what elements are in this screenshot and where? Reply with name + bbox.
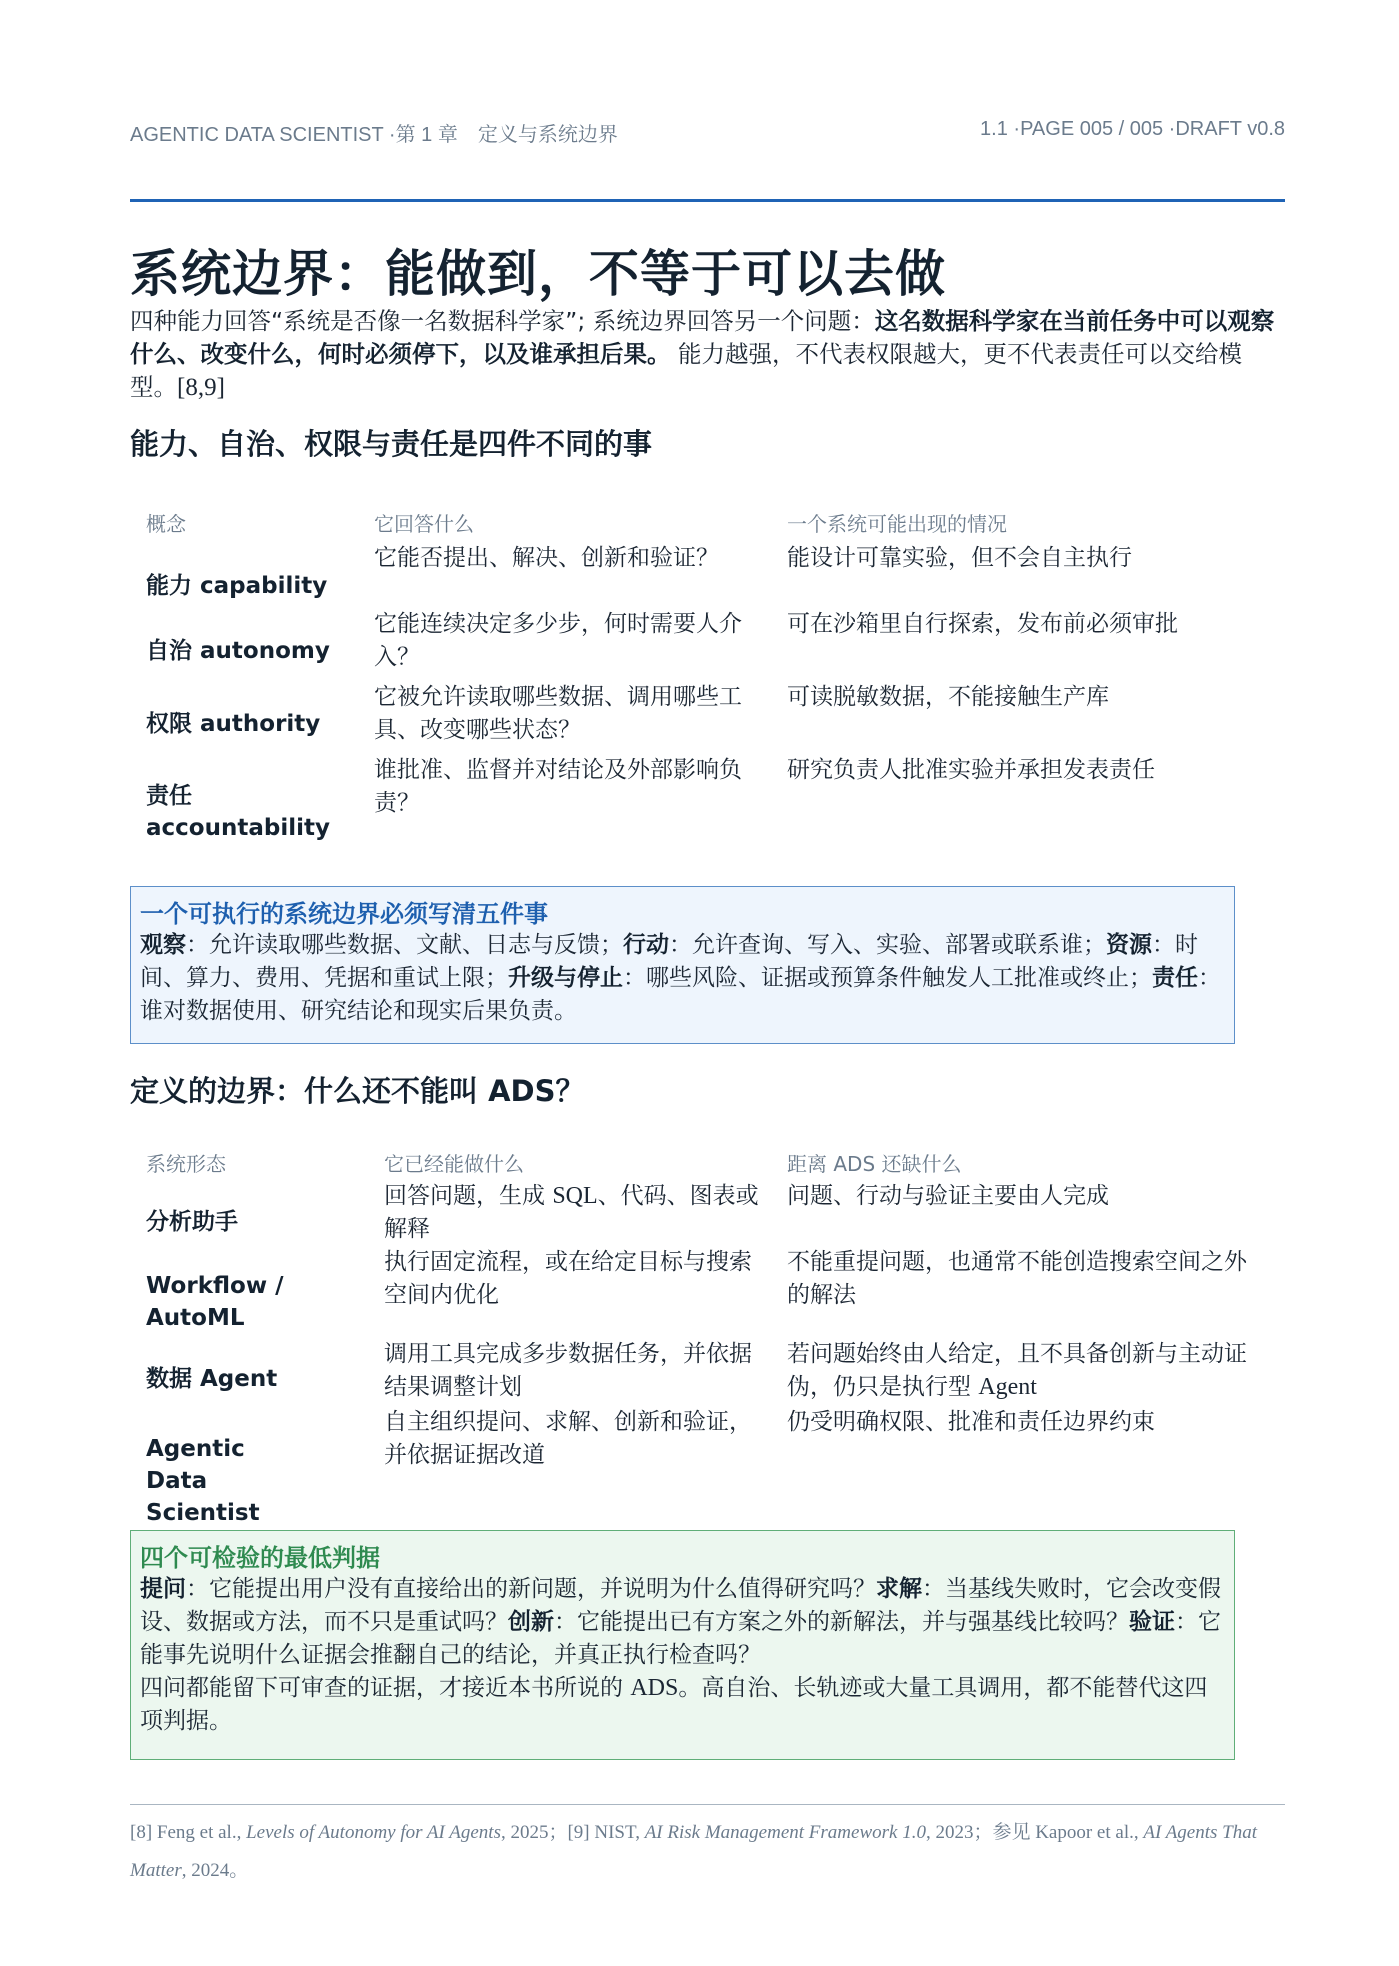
table-cell-can: 回答问题，生成 SQL、代码、图表或解释: [384, 1183, 759, 1242]
header-divider: [130, 199, 1285, 202]
table-header: 一个系统可能出现的情况: [787, 512, 1007, 536]
table-cell-missing: 问题、行动与验证主要由人完成: [787, 1183, 1109, 1209]
footnote-text: , 2025；[9] NIST,: [500, 1822, 645, 1843]
table-cell-form: 分析助手: [146, 1209, 238, 1235]
table-cell-form: Agentic Data Scientist: [146, 1436, 260, 1526]
table-cell-question: 它被允许读取哪些数据、调用哪些工具、改变哪些状态？: [374, 684, 742, 743]
table-header: 概念: [146, 512, 186, 536]
intro-text-1: 四种能力回答“系统是否像一名数据科学家”; 系统边界回答另一个问题：: [130, 307, 875, 335]
table-cell-example: 研究负责人批准实验并承担发表责任: [787, 757, 1155, 783]
table-cell-example: 可读脱敏数据，不能接触生产库: [787, 684, 1109, 710]
term-text: ：它能提出已有方案之外的新解法，并与强基线比较吗？: [554, 1609, 1129, 1635]
table-cell-question: 它能连续决定多少步，何时需要人介入？: [374, 611, 742, 670]
table-header: 系统形态: [146, 1152, 226, 1176]
table-cell-missing: 不能重提问题，也通常不能创造搜索空间之外的解法: [787, 1249, 1247, 1308]
footnote-work-title: AI Agents That Matter: [130, 1822, 1258, 1881]
footnote-divider: [130, 1804, 1285, 1805]
term-text: ：允许查询、写入、实验、部署或联系谁；: [669, 932, 1106, 958]
footnote-text: , 2023；参见 Kapoor et al.,: [925, 1822, 1144, 1843]
page-title: 系统边界：能做到，不等于可以去做: [130, 245, 946, 303]
table-cell-example: 可在沙箱里自行探索，发布前必须审批: [787, 611, 1178, 637]
table-cell-question: 谁批准、监督并对结论及外部影响负责？: [374, 757, 742, 816]
callout-title: 一个可执行的系统边界必须写清五件事: [140, 900, 548, 928]
intro-paragraph: [130, 305, 1288, 404]
term-label: 责任: [1152, 965, 1198, 991]
section-heading-ads-boundary: 定义的边界：什么还不能叫 ADS？: [130, 1074, 585, 1108]
callout-minimum-criteria: [130, 1530, 1235, 1760]
intro-text-2: 能力越强，不代表权限越大，更不代表责任可以交给模型。: [130, 340, 1242, 401]
footnote-work-title: AI Risk Management Framework 1.0: [644, 1822, 926, 1843]
table-cell-concept: 自治 autonomy: [146, 638, 330, 664]
intro-citation[interactable]: [8,9]: [177, 374, 225, 401]
callout-body: [140, 1573, 1225, 1738]
closing-ads: ADS: [630, 1675, 679, 1701]
table-header: 它回答什么: [374, 512, 474, 536]
term-label: 升级与停止: [508, 965, 623, 991]
closing-text: 四问都能留下可审查的证据，才接近本书所说的: [140, 1675, 631, 1701]
footnote-text: [8] Feng et al.,: [130, 1822, 247, 1843]
table-cell-can: 执行固定流程，或在给定目标与搜索空间内优化: [384, 1249, 752, 1308]
table-cell-example: 能设计可靠实验，但不会自主执行: [787, 545, 1132, 571]
header-chapter: AGENTIC DATA SCIENTIST ·第 1 章 定义与系统边界: [130, 124, 618, 146]
table-cell-concept: 责任 accountability: [146, 783, 330, 841]
section-heading-concepts: 能力、自治、权限与责任是四件不同的事: [130, 427, 653, 461]
callout-title: 四个可检验的最低判据: [140, 1544, 380, 1572]
footnote-text: , 2024。: [181, 1860, 249, 1881]
term-text: ：谁对数据使用、研究结论和现实后果负责。: [140, 965, 1221, 1024]
header-page-info: 1.1 ·PAGE 005 / 005 ·DRAFT v0.8: [980, 118, 1285, 140]
term-label: 提问: [140, 1576, 186, 1602]
term-text: ：哪些风险、证据或预算条件触发人工批准或终止；: [623, 965, 1152, 991]
term-text: ：它能提出用户没有直接给出的新问题，并说明为什么值得研究吗？: [186, 1576, 876, 1602]
term-text: ：允许读取哪些数据、文献、日志与反馈；: [186, 932, 623, 958]
table-cell-form: 数据 Agent: [146, 1366, 278, 1392]
table-cell-form: Workflow / AutoML: [146, 1273, 284, 1331]
term-label: 行动: [623, 932, 669, 958]
table-cell-missing: 仍受明确权限、批准和责任边界约束: [787, 1409, 1155, 1435]
running-header: [130, 118, 1285, 148]
term-text: ：当基线失败时，它会改变假设、数据或方法，而不只是重试吗？: [140, 1576, 1221, 1635]
footnotes: [130, 1814, 1290, 1890]
callout-body: [140, 929, 1225, 1028]
table-header: 距离 ADS 还缺什么: [787, 1152, 962, 1176]
table-cell-missing: 若问题始终由人给定，且不具备创新与主动证伪，仍只是执行型 Agent: [787, 1341, 1247, 1400]
table-cell-concept: 能力 capability: [146, 573, 328, 599]
term-label: 验证: [1129, 1609, 1175, 1635]
footnote-work-title: Levels of Autonomy for AI Agents: [246, 1822, 501, 1843]
table-cell-can: 自主组织提问、求解、创新和验证，并依据证据改道: [384, 1409, 752, 1468]
term-text: ：它能事先说明什么证据会推翻自己的结论，并真正执行检查吗？: [140, 1609, 1221, 1668]
term-label: 资源: [1106, 932, 1152, 958]
term-label: 求解: [876, 1576, 922, 1602]
table-header: 它已经能做什么: [384, 1152, 524, 1176]
closing-text: 。高自治、长轨迹或大量工具调用，都不能替代这四项判据。: [140, 1675, 1208, 1734]
callout-system-boundary: [130, 886, 1235, 1044]
table-cell-question: 它能否提出、解决、创新和验证？: [374, 545, 719, 571]
term-label: 观察: [140, 932, 186, 958]
intro-bold: 这名数据科学家在当前任务中可以观察什么、改变什么，何时必须停下，以及谁承担后果。: [130, 307, 1275, 368]
term-text: ：时间、算力、费用、凭据和重试上限；: [140, 932, 1198, 991]
table-cell-concept: 权限 authority: [146, 711, 321, 737]
table-cell-can: 调用工具完成多步数据任务，并依据结果调整计划: [384, 1341, 752, 1400]
term-label: 创新: [508, 1609, 554, 1635]
